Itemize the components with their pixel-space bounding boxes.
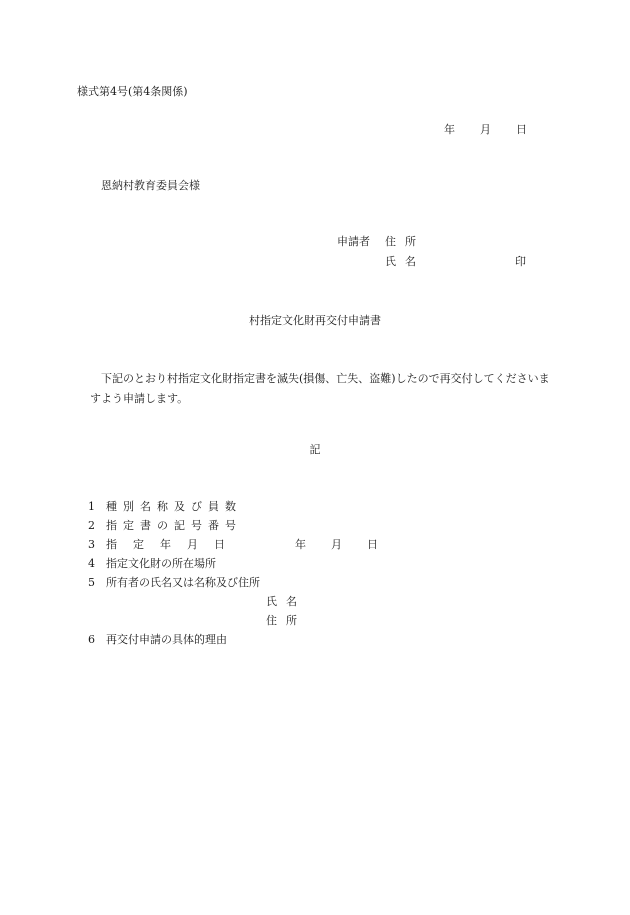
owner-address-label: 住所: [266, 614, 306, 627]
name-label: 氏名: [385, 255, 425, 268]
ki-heading: 記: [309, 443, 321, 456]
list-item: [88, 520, 408, 539]
owner-address-row: [88, 615, 408, 634]
applicant-label: 申請者: [337, 235, 370, 248]
form-number-label: 様式第4号(第4条関係): [77, 85, 188, 98]
item-number: 5: [88, 576, 95, 589]
date-month: 月: [331, 538, 342, 551]
date-year: 年: [444, 123, 455, 136]
item-label: 指定書の記号番号: [106, 519, 242, 532]
date-day: 日: [367, 538, 378, 551]
owner-name-label: 氏名: [266, 595, 306, 608]
owner-name-row: [88, 596, 408, 615]
application-date: [444, 124, 527, 135]
list-item: [88, 558, 408, 577]
item-number: 2: [88, 519, 95, 532]
item-label: 指定年月日: [106, 538, 241, 551]
item-label: 再交付申請の具体的理由: [106, 633, 227, 646]
designation-date: [295, 539, 378, 550]
seal-mark: 印: [515, 255, 526, 268]
item-number: 1: [88, 500, 95, 513]
item-label: 種別名称及び員数: [106, 500, 242, 513]
item-label: 指定文化財の所在場所: [106, 557, 216, 570]
item-list: [88, 501, 408, 653]
item-label: 所有者の氏名又は名称及び住所: [106, 576, 260, 589]
item-number: 3: [88, 538, 95, 551]
date-year: 年: [295, 538, 306, 551]
addressee: 恩納村教育委員会様: [101, 179, 200, 192]
list-item: [88, 577, 408, 596]
document-title-text: 村指定文化財再交付申請書: [249, 314, 381, 327]
date-month: 月: [480, 123, 491, 136]
list-item: [88, 501, 408, 520]
body-text: 下記のとおり村指定文化財指定書を滅失(損傷、亡失、盗難)したので再交付してくださいますよう申請します。: [90, 372, 550, 405]
document-title: [0, 315, 630, 326]
applicant-name-row: [337, 256, 537, 276]
list-item: [88, 634, 408, 653]
applicant-block: [337, 236, 537, 276]
list-item: [88, 539, 408, 558]
item-number: 6: [88, 633, 95, 646]
item-number: 4: [88, 557, 95, 570]
address-label: 住所: [385, 235, 425, 248]
applicant-address-row: [337, 236, 537, 256]
date-day: 日: [516, 123, 527, 136]
